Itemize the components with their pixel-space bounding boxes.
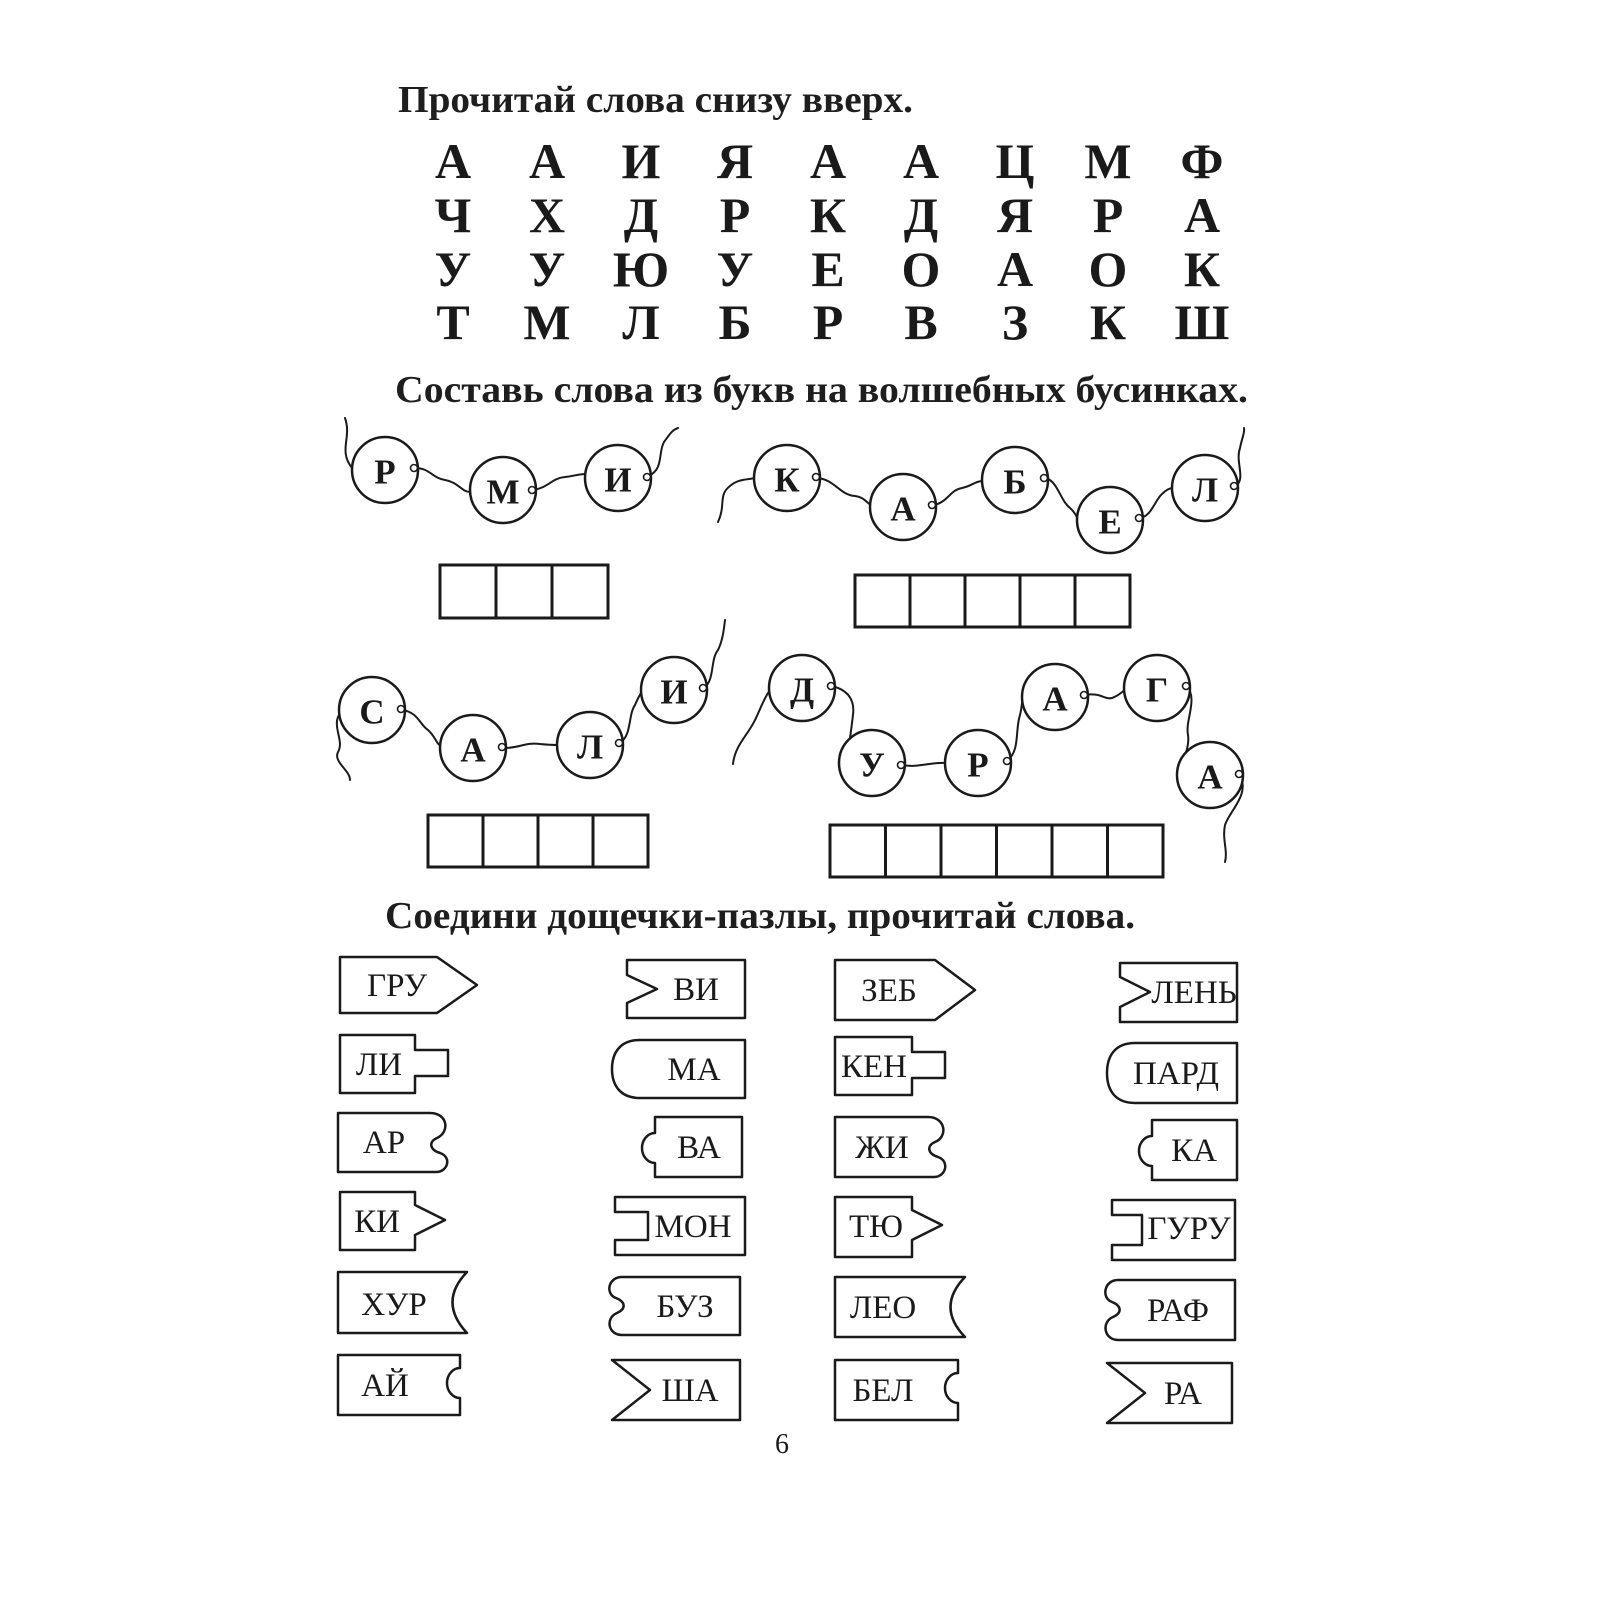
bead — [557, 712, 623, 778]
puzzle-label: ПАРД — [1132, 1056, 1220, 1092]
answer-boxes — [428, 815, 648, 867]
bead-letter: А — [1042, 679, 1068, 719]
bead — [1077, 487, 1143, 553]
bead — [982, 447, 1048, 513]
section-title-puzzles: Соедини дощечки-пазлы, прочитай слова. — [385, 895, 1135, 937]
grid-letter: А — [996, 241, 1034, 297]
bead-knot — [616, 740, 623, 747]
bead-letter: Р — [374, 452, 396, 492]
bead-knot — [700, 685, 707, 692]
grid-letter: А — [528, 133, 566, 189]
puzzle-piece — [1120, 963, 1237, 1022]
grid-letter: Р — [1092, 187, 1124, 243]
puzzle-piece — [1112, 1200, 1235, 1260]
puzzle-label: ЗЕБ — [861, 973, 917, 1009]
puzzle-label: ЛЕО — [849, 1290, 917, 1326]
grid-letter: Я — [716, 133, 754, 189]
bead-knot — [1231, 483, 1238, 490]
grid-letter: А — [902, 133, 940, 189]
grid-letter: В — [904, 294, 938, 350]
puzzle-piece — [612, 1360, 740, 1420]
bead-letter: А — [1197, 757, 1223, 797]
answer-cell — [910, 575, 965, 627]
grid-letter: Т — [436, 294, 470, 350]
puzzle-piece — [1107, 1043, 1237, 1103]
answer-cell — [1020, 575, 1075, 627]
bead-letter: Л — [576, 727, 604, 767]
bead — [1124, 655, 1190, 721]
answer-boxes — [855, 575, 1130, 627]
bead — [585, 445, 651, 511]
grid-letter: Ф — [1180, 133, 1224, 189]
bead-letter: Б — [1003, 462, 1027, 502]
bead — [754, 445, 820, 511]
grid-letter: Д — [903, 187, 939, 243]
bead-letter: А — [460, 730, 486, 770]
answer-cell — [830, 825, 886, 877]
bead — [769, 655, 835, 721]
puzzle-label: КА — [1171, 1133, 1217, 1169]
bead-knot — [828, 683, 835, 690]
puzzle-piece — [835, 1277, 965, 1337]
section-title-beads: Составь слова из букв на волшебных бусинках. — [395, 369, 1248, 411]
bead — [945, 730, 1011, 796]
puzzle-label: ХУР — [361, 1287, 427, 1323]
puzzle-piece — [612, 1040, 745, 1098]
grid-letter: Ю — [612, 241, 670, 297]
puzzle-label: ВИ — [673, 972, 719, 1008]
grid-letter: К — [809, 187, 847, 243]
bead — [1177, 742, 1243, 808]
bead-knot — [813, 474, 820, 481]
bead-knot — [929, 502, 936, 509]
grid-letter: Ш — [1174, 294, 1230, 350]
grid-letter: Х — [528, 187, 566, 243]
puzzle-piece — [615, 1197, 745, 1255]
bead-letter: А — [890, 489, 916, 529]
grid-letter: К — [1183, 241, 1221, 297]
grid-letter: А — [434, 133, 472, 189]
letter-grid — [435, 133, 1230, 350]
puzzle-label: БЕЛ — [852, 1373, 914, 1409]
puzzle-label: АР — [362, 1125, 406, 1161]
answer-cell — [1108, 825, 1164, 877]
answer-cell — [941, 825, 997, 877]
grid-letter: У — [434, 241, 472, 297]
answer-cell — [428, 815, 483, 867]
puzzle-piece — [1107, 1363, 1232, 1423]
puzzle-piece — [1105, 1280, 1235, 1340]
grid-letter: М — [523, 294, 571, 350]
grid-letter: У — [528, 241, 566, 297]
bead-chain-4 — [733, 655, 1243, 877]
bead-knot — [529, 487, 536, 494]
bead-knot — [1041, 475, 1048, 482]
grid-letter: Б — [718, 294, 752, 350]
grid-letter: М — [1084, 133, 1132, 189]
bead-letter: Е — [1098, 502, 1122, 542]
puzzle-piece — [338, 1272, 467, 1333]
bead-chain-2 — [718, 428, 1244, 627]
bead — [470, 457, 536, 523]
bead-letter: И — [660, 672, 688, 712]
bead-knot — [1136, 515, 1143, 522]
puzzle-piece — [338, 1355, 460, 1415]
answer-boxes — [440, 565, 608, 618]
answer-cell — [538, 815, 593, 867]
grid-letter: К — [1089, 294, 1127, 350]
section-title-read-up: Прочитай слова снизу вверх. — [398, 79, 913, 121]
answer-cell — [1075, 575, 1130, 627]
puzzle-label: БУЗ — [656, 1289, 714, 1325]
bead — [440, 715, 506, 781]
bead-letter: С — [359, 692, 385, 732]
bead-letter: Г — [1145, 670, 1169, 710]
puzzle-piece — [835, 1197, 942, 1257]
puzzle-piece — [609, 1277, 740, 1335]
puzzle-piece — [642, 1117, 742, 1177]
grid-letter: Л — [622, 294, 660, 350]
answer-cell — [1052, 825, 1108, 877]
bead — [641, 657, 707, 723]
bead-letter: Д — [789, 670, 815, 710]
grid-letter: Ц — [995, 133, 1035, 189]
grid-letter: З — [1001, 294, 1029, 350]
grid-letter: Д — [623, 187, 659, 243]
puzzle-label: РА — [1164, 1376, 1202, 1412]
answer-cell — [496, 565, 552, 618]
puzzle-label: РАФ — [1147, 1293, 1209, 1329]
bead-knot — [411, 465, 418, 472]
bead-knot — [898, 762, 905, 769]
puzzle-label: МОН — [654, 1209, 732, 1245]
answer-cell — [593, 815, 648, 867]
answer-cell — [997, 825, 1053, 877]
puzzle-piece — [835, 1037, 945, 1095]
puzzle-piece — [338, 1113, 447, 1172]
bead-letter: И — [604, 460, 632, 500]
bead-knot — [398, 706, 405, 713]
bead-letter: Л — [1191, 470, 1219, 510]
page-number: 6 — [775, 1429, 789, 1460]
puzzle-piece — [340, 957, 477, 1013]
bead — [352, 437, 418, 503]
puzzle-piece — [835, 1117, 945, 1177]
puzzle-label: ЖИ — [855, 1130, 909, 1166]
puzzle-label: МА — [667, 1052, 721, 1088]
puzzle-piece — [340, 1192, 445, 1250]
bead-letter: У — [859, 745, 885, 785]
answer-boxes — [830, 825, 1163, 877]
grid-letter: О — [1088, 241, 1128, 297]
grid-letter: Р — [812, 294, 844, 350]
bead-letter: К — [774, 460, 800, 500]
bead — [839, 730, 905, 796]
puzzle-label: ТЮ — [848, 1209, 904, 1245]
puzzle-label: АЙ — [361, 1368, 409, 1404]
puzzle-piece — [340, 1035, 448, 1093]
grid-letter: Я — [996, 187, 1034, 243]
puzzle-piece — [835, 1360, 958, 1420]
puzzle-piece — [835, 960, 975, 1020]
bead-knot — [1236, 771, 1243, 778]
answer-cell — [855, 575, 910, 627]
puzzle-piece — [627, 960, 745, 1018]
grid-letter: Е — [811, 241, 845, 297]
puzzle-label: ГРУ — [367, 968, 427, 1004]
answer-cell — [440, 565, 496, 618]
puzzle-label: ША — [661, 1373, 719, 1409]
bead-letter: Р — [967, 745, 989, 785]
puzzle-label: КЕН — [841, 1049, 907, 1085]
answer-cell — [965, 575, 1020, 627]
grid-letter: О — [901, 241, 941, 297]
puzzle-label: ГУРУ — [1147, 1211, 1231, 1247]
bead-chain-3 — [337, 620, 725, 867]
bead-knot — [1183, 683, 1190, 690]
answer-cell — [552, 565, 608, 618]
bead-knot — [499, 744, 506, 751]
bead-chain-1 — [345, 418, 678, 618]
puzzle-label: ЛИ — [355, 1047, 403, 1083]
puzzle-label: ВА — [677, 1130, 721, 1166]
answer-cell — [886, 825, 942, 877]
grid-letter: Р — [719, 187, 751, 243]
bead-knot — [1004, 758, 1011, 765]
bead — [1172, 455, 1238, 521]
bead-letter: М — [486, 472, 520, 512]
bead-knot — [644, 474, 651, 481]
puzzle-label: КИ — [354, 1204, 400, 1240]
grid-letter: А — [809, 133, 847, 189]
grid-letter: И — [621, 133, 661, 189]
grid-letter: А — [1183, 187, 1221, 243]
bead-knot — [1081, 692, 1088, 699]
bead — [339, 677, 405, 743]
grid-letter: Ч — [434, 187, 472, 243]
bead — [870, 474, 936, 540]
answer-cell — [483, 815, 538, 867]
puzzle-piece — [1139, 1120, 1237, 1180]
bead — [1022, 664, 1088, 730]
grid-letter: У — [716, 241, 754, 297]
puzzle-label: ЛЕНЬ — [1151, 975, 1237, 1011]
